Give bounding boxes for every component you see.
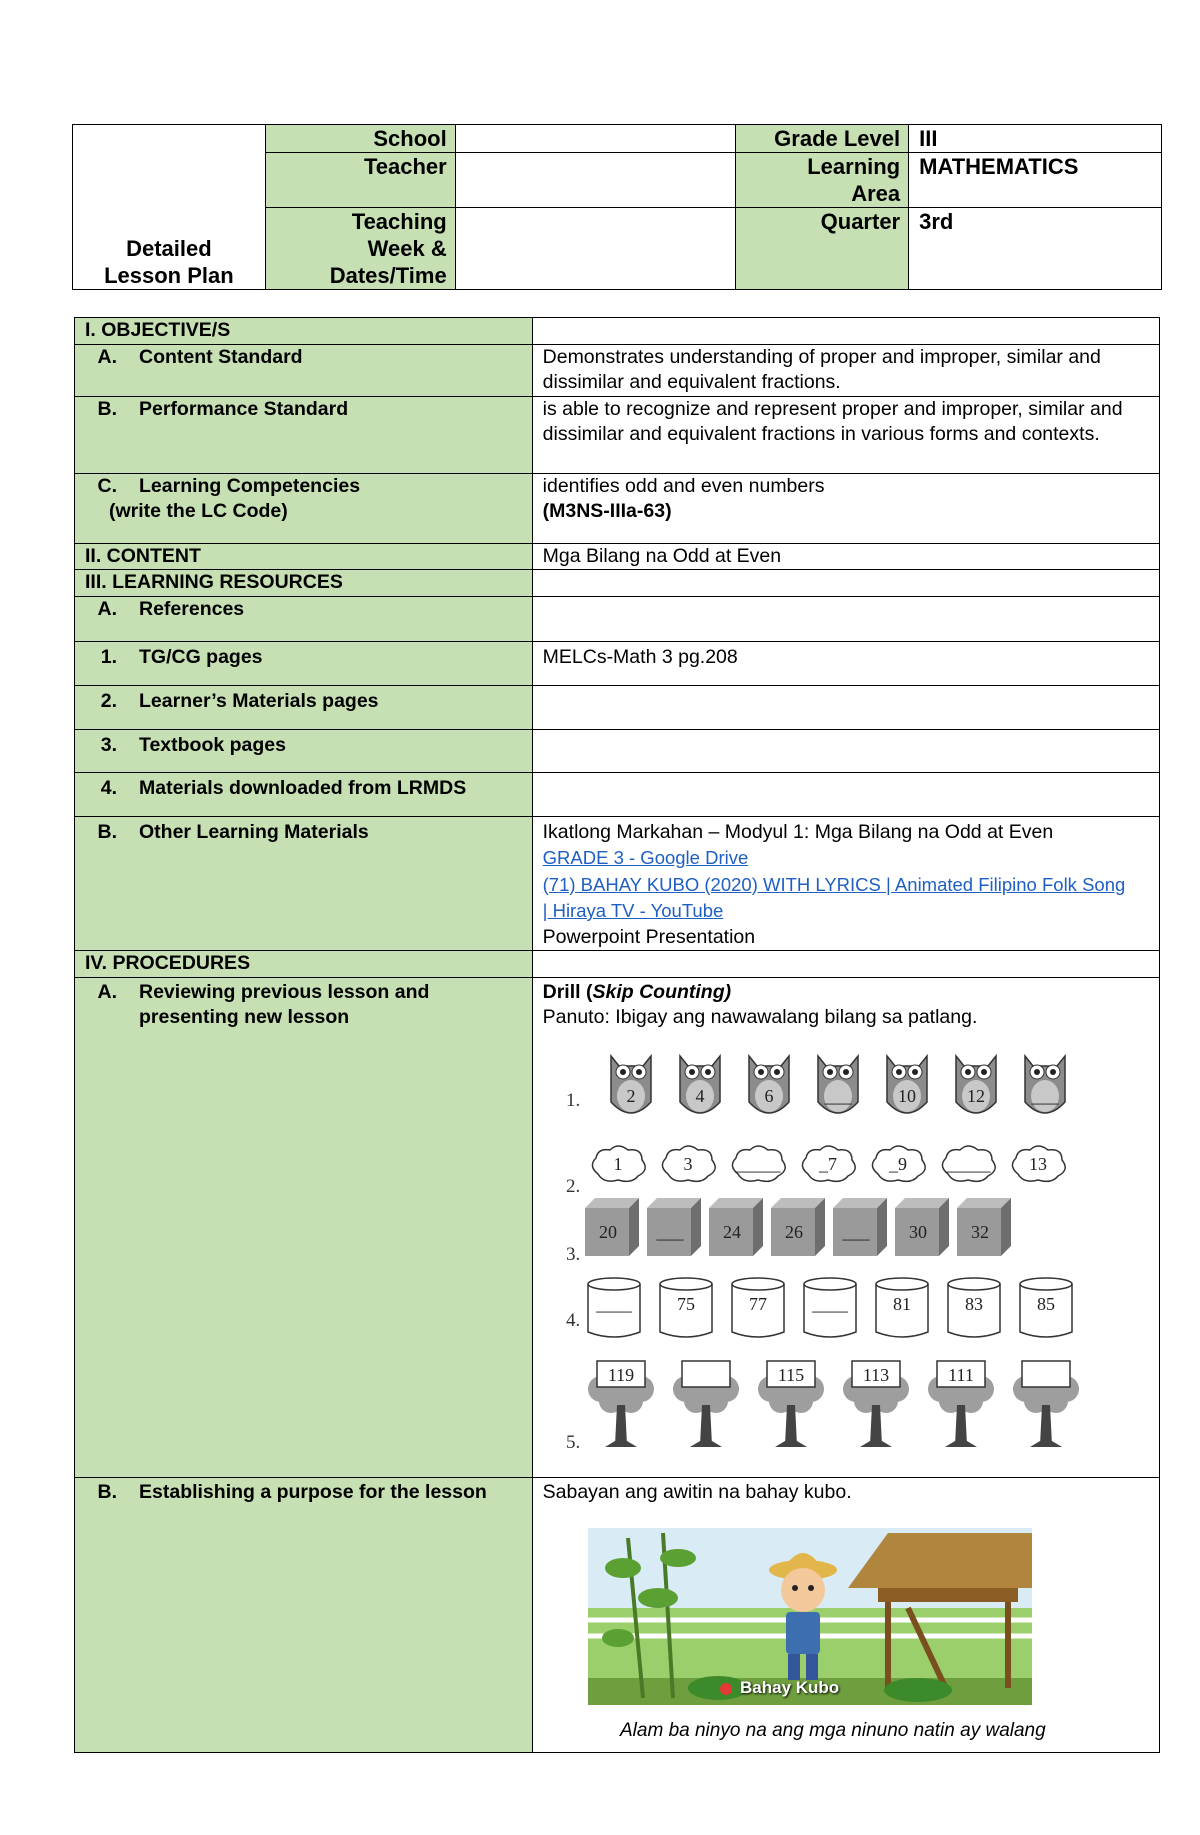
content-heading: II. CONTENT <box>75 543 533 570</box>
owl-5-number: 10 <box>898 1086 916 1106</box>
drill-row-number-2: 2. <box>566 1176 581 1197</box>
tg-pages-label: 1. TG/CG pages <box>75 641 533 685</box>
school-label: School <box>265 125 455 153</box>
owl-4 <box>812 1052 864 1120</box>
owl-7 <box>1019 1052 1071 1120</box>
owl-7-number: ___ <box>1031 1086 1059 1106</box>
learning-area-label: Learning Area <box>736 153 909 208</box>
tree-row <box>587 1355 1097 1449</box>
learning-area-value[interactable]: MATHEMATICS <box>909 153 1162 208</box>
box-7-number: 32 <box>971 1222 989 1242</box>
references-value[interactable] <box>532 596 1159 641</box>
box-row <box>585 1198 1019 1256</box>
owl-3 <box>743 1052 795 1120</box>
box-1 <box>585 1198 639 1256</box>
owl-4-number: ___ <box>824 1086 852 1106</box>
objectives-heading: I. OBJECTIVE/S <box>75 318 533 345</box>
teacher-field[interactable] <box>455 153 735 208</box>
box-1-number: 20 <box>599 1222 617 1242</box>
tree-5-number: 111 <box>948 1365 974 1385</box>
cloud-3-number: _____ <box>735 1154 781 1174</box>
cloud-4 <box>798 1144 858 1186</box>
references-label: A. References <box>75 596 533 641</box>
other-materials-text <box>532 816 1159 951</box>
cloud-5-number: _9 <box>889 1154 907 1174</box>
tg-pages-text[interactable]: MELCs-Math 3 pg.208 <box>532 641 1159 685</box>
drill-row-number-3: 3. <box>566 1244 581 1265</box>
owl-2-number: 4 <box>695 1086 705 1106</box>
box-2-number: ___ <box>656 1222 684 1242</box>
box-3 <box>709 1198 763 1256</box>
learning-resources-value[interactable] <box>532 570 1159 597</box>
textbook-pages-label: 3. Textbook pages <box>75 729 533 772</box>
owl-1 <box>605 1052 657 1120</box>
drill-row-number-1: 1. <box>566 1090 581 1111</box>
owl-1-number: 2 <box>626 1086 636 1106</box>
cloud-4-number: _7 <box>819 1154 837 1174</box>
can-7 <box>1017 1276 1075 1340</box>
performance-standard-label: B. Performance Standard <box>75 396 533 473</box>
learning-competencies-label: C. Learning Competencies (write the LC Code) <box>75 473 533 543</box>
other-materials-label: B. Other Learning Materials <box>75 816 533 951</box>
google-drive-link[interactable]: GRADE 3 - Google Drive <box>542 847 749 868</box>
can-5 <box>873 1276 931 1340</box>
quarter-value[interactable]: 3rd <box>909 208 1162 290</box>
lrmds-value[interactable] <box>532 772 1159 816</box>
content-text[interactable]: Mga Bilang na Odd at Even <box>532 543 1159 570</box>
drill-row-number-4: 4. <box>566 1310 581 1331</box>
cloud-3 <box>728 1144 788 1186</box>
purpose-text: Sabayan ang awitin na bahay kubo. <box>542 1480 852 1503</box>
bahay-kubo-video-thumbnail[interactable] <box>588 1528 1032 1705</box>
can-5-number: 81 <box>893 1294 911 1314</box>
lrmds-label: 4. Materials downloaded from LRMDS <box>75 772 533 816</box>
content-standard-label: A. Content Standard <box>75 344 533 396</box>
purpose-footer-text: Alam ba ninyo na ang mga ninuno natin ay walang <box>620 1720 1046 1741</box>
cloud-7-number: 13 <box>1029 1154 1047 1174</box>
other-materials-module: Ikatlong Markahan – Modyul 1: Mga Bilang na Odd at Even <box>542 820 1054 843</box>
lesson-plan-title-line2: Lesson Plan <box>104 263 234 288</box>
can-4-number: ____ <box>812 1294 848 1314</box>
performance-standard-text[interactable]: is able to recognize and represent proper and improper, similar and dissimilar and equivalent fractions in various forms and contexts. <box>532 396 1159 473</box>
can-row <box>585 1276 1089 1340</box>
box-3-number: 24 <box>723 1222 741 1242</box>
box-6-number: 30 <box>909 1222 927 1242</box>
can-1-number: ____ <box>596 1294 632 1314</box>
can-6 <box>945 1276 1003 1340</box>
tree-5 <box>927 1355 995 1449</box>
lm-pages-value[interactable] <box>532 685 1159 729</box>
quarter-label: Quarter <box>736 208 909 290</box>
tree-3-number: 115 <box>777 1365 805 1385</box>
tree-2 <box>672 1355 740 1449</box>
can-1 <box>585 1276 643 1340</box>
textbook-pages-value[interactable] <box>532 729 1159 772</box>
can-4 <box>801 1276 859 1340</box>
box-4-number: 26 <box>785 1222 803 1242</box>
cloud-1 <box>588 1144 648 1186</box>
can-3 <box>729 1276 787 1340</box>
box-4 <box>771 1198 825 1256</box>
lm-pages-label: 2. Learner’s Materials pages <box>75 685 533 729</box>
learning-competencies-text[interactable]: identifies odd and even numbers (M3NS-IIIa-63) <box>532 473 1159 543</box>
box-2 <box>647 1198 701 1256</box>
teaching-week-field[interactable] <box>455 208 735 290</box>
teaching-week-label: Teaching Week & Dates/Time <box>265 208 455 290</box>
can-2-number: 75 <box>677 1294 695 1314</box>
can-2 <box>657 1276 715 1340</box>
objectives-value[interactable] <box>532 318 1159 345</box>
procedures-heading: IV. PROCEDURES <box>75 951 533 978</box>
teacher-label: Teacher <box>265 153 455 208</box>
owl-2 <box>674 1052 726 1120</box>
owl-3-number: 6 <box>764 1086 774 1106</box>
cloud-2-number: 3 <box>683 1154 693 1174</box>
grade-level-label: Grade Level <box>736 125 909 153</box>
can-7-number: 85 <box>1037 1294 1055 1314</box>
cloud-row <box>588 1144 1078 1186</box>
owl-row <box>605 1052 1088 1120</box>
box-5-number: ___ <box>842 1222 870 1242</box>
cloud-7 <box>1008 1144 1068 1186</box>
tree-1 <box>587 1355 655 1449</box>
owl-6-number: 12 <box>967 1086 985 1106</box>
reviewing-lesson-label: A. Reviewing previous lesson and presenting new lesson <box>75 977 533 1477</box>
grade-level-value[interactable]: III <box>909 125 1162 153</box>
drill-instructions: Panuto: Ibigay ang nawawalang bilang sa patlang. <box>542 1006 978 1028</box>
box-6 <box>895 1198 949 1256</box>
tree-6 <box>1012 1355 1080 1449</box>
tree-4 <box>842 1355 910 1449</box>
header-table <box>72 124 1162 290</box>
owl-6 <box>950 1052 1002 1120</box>
box-5 <box>833 1198 887 1256</box>
tree-3 <box>757 1355 825 1449</box>
cloud-5 <box>868 1144 928 1186</box>
lesson-plan-title-cell <box>73 125 266 290</box>
purpose-label: B. Establishing a purpose for the lesson <box>75 1477 533 1752</box>
drill-row-number-5: 5. <box>566 1432 581 1453</box>
tree-1-number: 119 <box>607 1365 635 1385</box>
video-caption: Bahay Kubo <box>740 1678 840 1697</box>
lesson-plan-title-line1: Detailed <box>126 236 212 261</box>
cloud-6-number: _____ <box>945 1154 991 1174</box>
school-field[interactable] <box>455 125 735 153</box>
owl-5 <box>881 1052 933 1120</box>
can-6-number: 83 <box>965 1294 983 1314</box>
bahay-kubo-video-link[interactable]: (71) BAHAY KUBO (2020) WITH LYRICS | Animated Filipino Folk Song | Hiraya TV - YouTube <box>542 873 1126 921</box>
cloud-1-number: 1 <box>613 1154 623 1174</box>
cloud-6 <box>938 1144 998 1186</box>
learning-resources-heading: III. LEARNING RESOURCES <box>75 570 533 597</box>
box-7 <box>957 1198 1011 1256</box>
powerpoint-text: Powerpoint Presentation <box>542 925 756 948</box>
procedures-value[interactable] <box>532 951 1159 978</box>
cloud-2 <box>658 1144 718 1186</box>
can-3-number: 77 <box>749 1294 767 1314</box>
drill-cell: Drill (Skip Counting) Panuto: Ibigay ang nawawalang bilang sa patlang. <box>532 977 1159 1477</box>
tree-4-number: 113 <box>862 1365 890 1385</box>
content-standard-text[interactable]: Demonstrates understanding of proper and improper, similar and dissimilar and equivalent fractions. <box>532 344 1159 396</box>
